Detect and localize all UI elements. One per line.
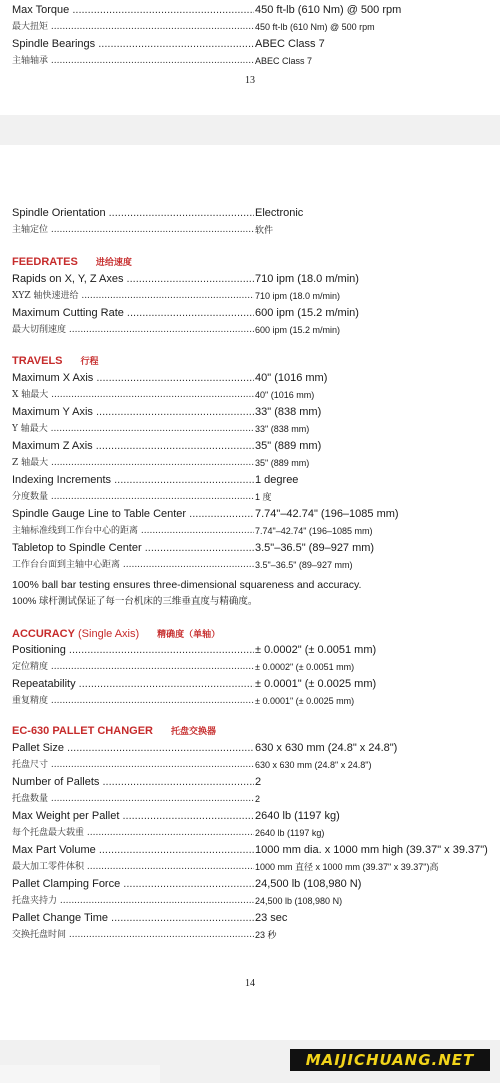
spec-row (12, 540, 497, 556)
spec-value: ABEC Class 7 (255, 38, 325, 50)
spec-row-cn (12, 825, 497, 841)
spec-label: X 轴最大 ..... (12, 387, 254, 403)
spec-row (12, 842, 497, 858)
spec-row (12, 36, 497, 52)
spec-value: ± 0.0002" (± 0.0051 mm) (255, 644, 377, 656)
section-title-cn: 行程 (80, 357, 99, 367)
spec-row-cn (12, 659, 497, 675)
spec-row-cn (12, 927, 497, 943)
spec-label: Spindle Gauge Line to Table Center ..... (12, 506, 254, 522)
spec-row (12, 910, 497, 926)
spec-label: Maximum Cutting Rate ..... (12, 305, 254, 321)
spec-value: 630 x 630 mm (24.8" x 24.8") (255, 760, 372, 770)
spec-row-cn (12, 421, 497, 437)
spec-label: Tabletop to Spindle Center ..... (12, 540, 254, 556)
spec-label: Spindle Orientation ..... (12, 205, 254, 221)
spec-row (12, 506, 497, 522)
spec-row (12, 438, 497, 454)
spec-label: 最大切削速度 ..... (12, 322, 254, 338)
spec-value: 450 ft-lb (610 Nm) @ 500 rpm (255, 22, 375, 32)
spec-label: Maximum X Axis ..... (12, 370, 254, 386)
section-heading-pallet-changer (12, 723, 216, 739)
spec-value: 2 (255, 776, 262, 788)
spec-value: ± 0.0001" (± 0.0025 mm) (255, 696, 355, 706)
spec-value: 2640 lb (1197 kg) (255, 810, 340, 822)
spec-row (12, 808, 497, 824)
spec-row (12, 642, 497, 658)
page-edge (0, 1065, 160, 1083)
spec-label: Max Torque ..... (12, 2, 254, 18)
spec-row-cn (12, 455, 497, 471)
spec-label: Pallet Size ..... (12, 740, 254, 756)
spec-label: 工作台台面到主轴中心距离 ..... (12, 557, 254, 573)
spec-label: Z 轴最大 ..... (12, 455, 254, 471)
spec-value: 35" (889 mm) (255, 458, 310, 468)
spec-label: Pallet Change Time ..... (12, 910, 254, 926)
watermark-logo: MAIJICHUANG.NET (290, 1049, 490, 1071)
spec-row-cn (12, 489, 497, 505)
section-title: EC-630 PALLET CHANGER (12, 725, 153, 737)
spec-value: 23 sec (255, 912, 288, 924)
spec-row-cn (12, 222, 497, 238)
spec-row (12, 370, 497, 386)
spec-label: 分度数量 ..... (12, 489, 254, 505)
section-title-cn: 精确度（单轴） (157, 630, 221, 640)
spec-row (12, 404, 497, 420)
spec-label: Maximum Y Axis ..... (12, 404, 254, 420)
spec-row-cn (12, 791, 497, 807)
spec-value: ABEC Class 7 (255, 56, 313, 66)
spec-label: Y 轴最大 ..... (12, 421, 254, 437)
spec-value: 软件 (255, 225, 274, 235)
spec-label: 最大加工零件体积 ..... (12, 859, 254, 875)
ballbar-note: 100% ball bar testing ensures three-dimensional squareness and accuracy. (12, 579, 362, 591)
spec-label: Indexing Increments ..... (12, 472, 254, 488)
spec-row-cn (12, 387, 497, 403)
spec-label: Repeatability ..... (12, 676, 254, 692)
ballbar-note-cn: 100% 球杆测试保证了每一台机床的三维垂直度与精确度。 (12, 596, 258, 607)
spec-row-cn (12, 19, 497, 35)
section-title: FEEDRATES (12, 256, 78, 268)
spec-row (12, 774, 497, 790)
spec-row-cn (12, 859, 497, 875)
spec-value: 24,500 lb (108,980 N) (255, 896, 343, 906)
spec-label: XYZ 轴快速进给 ..... (12, 288, 254, 304)
spec-row-cn (12, 322, 497, 338)
section-title: TRAVELS (12, 355, 63, 367)
spec-label: Max Weight per Pallet ..... (12, 808, 254, 824)
spec-row (12, 205, 497, 221)
spec-label: 托盘数量 ..... (12, 791, 254, 807)
spec-row-cn (12, 893, 497, 909)
spec-row-cn (12, 288, 497, 304)
spec-value: 7.74"–42.74" (196–1085 mm) (255, 526, 373, 536)
spec-value: ± 0.0002" (± 0.0051 mm) (255, 662, 355, 672)
spec-row (12, 2, 497, 18)
spec-value: 3.5"–36.5" (89–927 mm) (255, 542, 375, 554)
spec-row (12, 472, 497, 488)
spec-label: 最大扭矩 ..... (12, 19, 254, 35)
spec-value: 600 ipm (15.2 m/min) (255, 307, 359, 319)
spec-label: 托盘尺寸 ..... (12, 757, 254, 773)
spec-row-cn (12, 523, 497, 539)
spec-value: 1 度 (255, 492, 272, 502)
spec-row-cn (12, 757, 497, 773)
spec-label: Pallet Clamping Force ..... (12, 876, 254, 892)
spec-value: 600 ipm (15.2 m/min) (255, 325, 341, 335)
page-number: 13 (245, 75, 255, 86)
spec-value: Electronic (255, 207, 304, 219)
page-gap (0, 115, 500, 145)
spec-label: 交换托盘时间 ..... (12, 927, 254, 943)
spec-row-cn (12, 693, 497, 709)
spec-value: 40" (1016 mm) (255, 390, 315, 400)
spec-value: 35" (889 mm) (255, 440, 322, 452)
spec-value: 1000 mm dia. x 1000 mm high (39.37" x 39.37") (255, 844, 488, 856)
spec-value: 1000 mm 直径 x 1000 mm (39.37" x 39.37")高 (255, 862, 439, 872)
spec-value: 33" (838 mm) (255, 406, 322, 418)
spec-value: 450 ft-lb (610 Nm) @ 500 rpm (255, 4, 402, 16)
spec-value: 24,500 lb (108,980 N) (255, 878, 362, 890)
spec-value: 40" (1016 mm) (255, 372, 328, 384)
section-title-cn: 进给速度 (95, 258, 132, 268)
spec-value: 33" (838 mm) (255, 424, 310, 434)
spec-row-cn (12, 53, 497, 69)
spec-value: 710 ipm (18.0 m/min) (255, 291, 341, 301)
section-heading-feedrates (12, 254, 132, 270)
section-title: ACCURACY (12, 628, 75, 640)
section-title-cn: 托盘交换器 (170, 727, 216, 737)
spec-value: ± 0.0001" (± 0.0025 mm) (255, 678, 377, 690)
spec-label: 主轴定位 ..... (12, 222, 254, 238)
spec-row (12, 305, 497, 321)
spec-value: 23 秒 (255, 930, 277, 940)
spec-label: 托盘夹持力 ..... (12, 893, 254, 909)
spec-label: 主轴轴承 ..... (12, 53, 254, 69)
spec-label: Spindle Bearings ..... (12, 36, 254, 52)
spec-row-cn (12, 557, 497, 573)
spec-row (12, 740, 497, 756)
spec-row (12, 876, 497, 892)
spec-label: 重复精度 ..... (12, 693, 254, 709)
spec-label: Rapids on X, Y, Z Axes ..... (12, 271, 254, 287)
spec-label: 每个托盘最大载重 ..... (12, 825, 254, 841)
spec-value: 2 (255, 794, 261, 804)
spec-label: Maximum Z Axis ..... (12, 438, 254, 454)
spec-value: 7.74"–42.74" (196–1085 mm) (255, 508, 399, 520)
section-heading-accuracy (12, 626, 220, 642)
spec-label: Positioning ..... (12, 642, 254, 658)
spec-value: 1 degree (255, 474, 299, 486)
section-title-suffix: (Single Axis) (78, 628, 140, 640)
section-heading-travels (12, 353, 99, 369)
page-14 (0, 145, 500, 1040)
spec-value: 630 x 630 mm (24.8" x 24.8") (255, 742, 398, 754)
spec-label: 定位精度 ..... (12, 659, 254, 675)
spec-value: 2640 lb (1197 kg) (255, 828, 325, 838)
spec-label: Max Part Volume ..... (12, 842, 254, 858)
page-number: 14 (245, 978, 255, 989)
spec-value: 710 ipm (18.0 m/min) (255, 273, 359, 285)
spec-label: 主轴标准线到工作台中心的距离 ..... (12, 523, 254, 539)
page-13 (0, 0, 500, 115)
spec-row (12, 676, 497, 692)
spec-row (12, 271, 497, 287)
spec-value: 3.5"–36.5" (89–927 mm) (255, 560, 353, 570)
spec-label: Number of Pallets ..... (12, 774, 254, 790)
